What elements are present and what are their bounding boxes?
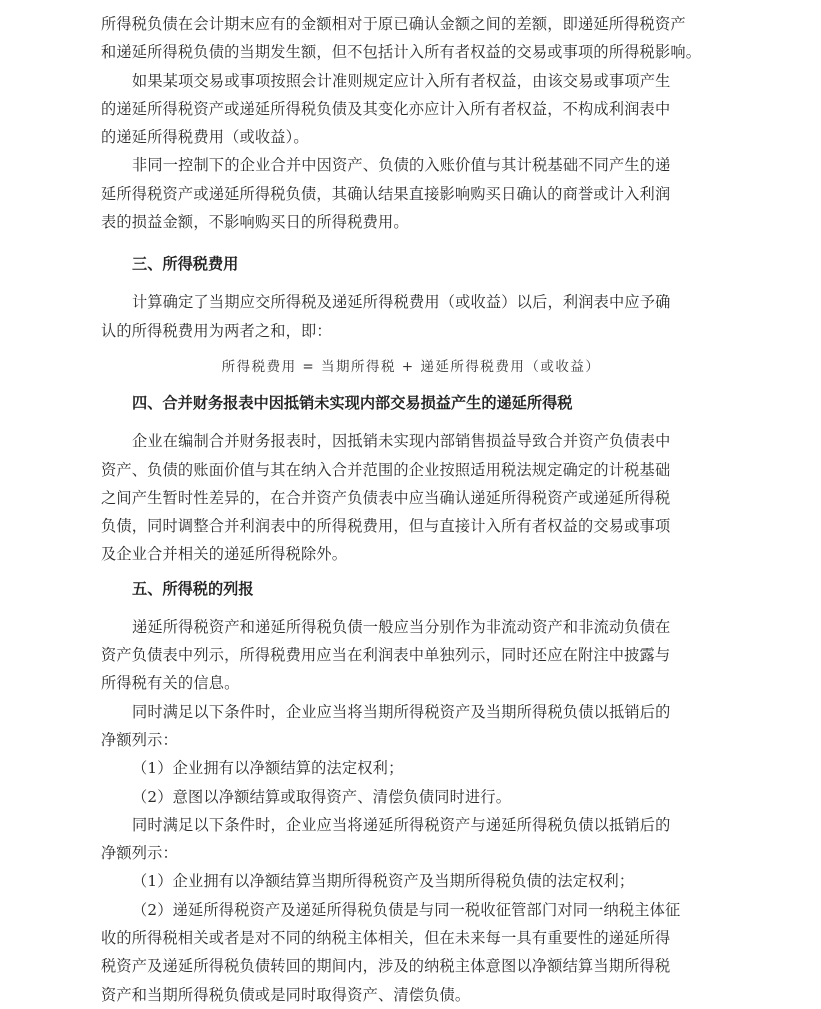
text-line: 的递延所得税费用（或收益）。 <box>101 128 309 147</box>
text-line: 同时满足以下条件时，企业应当将递延所得税资产与递延所得税负债以抵销后的 <box>132 815 671 834</box>
list-item: （2）意图以净额结算或取得资产、清偿负债同时进行。 <box>132 787 512 806</box>
list <box>101 867 711 1008</box>
text-line: 税资产及递延所得税负债转回的期间内，涉及的纳税主体意图以净额结算当期所得税 <box>101 957 671 976</box>
text-line: 的递延所得税资产或递延所得税负债及其变化亦应计入所有者权益，不构成利润表中 <box>101 99 671 118</box>
paragraph <box>101 288 711 345</box>
text-line: 表的损益金额，不影响购买日的所得税费用。 <box>101 213 409 232</box>
section-heading-4: 四、合并财务报表中因抵销未实现内部交易损益产生的递延所得税 <box>132 394 573 413</box>
text-line: 和递延所得税负债的当期发生额，但不包括计入所有者权益的交易或事项的所得税影响。 <box>101 43 702 62</box>
text-line: 计算确定了当期应交所得税及递延所得税费用（或收益）以后，利润表中应予确 <box>132 293 671 312</box>
paragraph <box>101 811 711 868</box>
paragraph <box>101 10 711 67</box>
text-line: 净额列示： <box>101 844 178 863</box>
paragraph <box>101 151 711 236</box>
list-item: （1）企业拥有以净额结算的法定权利； <box>132 759 404 778</box>
section-heading-3: 三、所得税费用 <box>132 255 239 274</box>
paragraph <box>101 67 711 152</box>
paragraph <box>101 613 711 698</box>
text-line: 之间产生暂时性差异的，在合并资产负债表中应当确认递延所得税资产或递延所得税 <box>101 488 671 507</box>
text-line: 资产、负债的账面价值与其在纳入合并范围的企业按照适用税法规定确定的计税基础 <box>101 460 671 479</box>
paragraph <box>101 698 711 755</box>
text-line: 负债，同时调整合并利润表中的所得税费用，但与直接计入所有者权益的交易或事项 <box>101 517 671 536</box>
text-line: 递延所得税资产和递延所得税负债一般应当分别作为非流动资产和非流动负债在 <box>132 617 671 636</box>
text-line: 所得税有关的信息。 <box>101 674 240 693</box>
list-item: （1）企业拥有以净额结算当期所得税资产及当期所得税负债的法定权利； <box>132 872 635 891</box>
text-line: 收的所得税相关或者是对不同的纳税主体相关，但在未来每一具有重要性的递延所得 <box>101 929 671 948</box>
paragraph <box>101 427 711 568</box>
text-line: 资产和当期所得税负债或是同时取得资产、清偿负债。 <box>101 985 471 1004</box>
text-line: 延所得税资产或递延所得税负债，其确认结果直接影响购买日确认的商誉或计入利润 <box>101 184 671 203</box>
text-line: 净额列示： <box>101 730 178 749</box>
text-line: 同时满足以下条件时，企业应当将当期所得税资产及当期所得税负债以抵销后的 <box>132 702 671 721</box>
text-line: 及企业合并相关的递延所得税除外。 <box>101 545 348 564</box>
text-line: 非同一控制下的企业合并中因资产、负债的入账价值与其计税基础不同产生的递 <box>132 156 671 175</box>
text-line: 所得税负债在会计期末应有的金额相对于原已确认金额之间的差额，即递延所得税资产 <box>101 15 686 33</box>
list-item: （2）递延所得税资产及递延所得税负债是与同一税收征管部门对同一纳税主体征 <box>132 900 681 919</box>
text-line: 企业在编制合并财务报表时，因抵销未实现内部销售损益导致合并资产负债表中 <box>132 432 671 451</box>
text-line: 如果某项交易或事项按照会计准则规定应计入所有者权益，由该交易或事项产生 <box>132 71 671 90</box>
formula: 所得税费用 = 当期所得税 + 递延所得税费用（或收益） <box>221 358 601 375</box>
text-line: 认的所得税费用为两者之和，即： <box>101 321 332 340</box>
section-heading-5: 五、所得税的列报 <box>132 579 254 598</box>
document-page <box>101 10 711 1009</box>
text-line: 资产负债表中列示，所得税费用应当在利润表中单独列示，同时还应在附注中披露与 <box>101 646 671 665</box>
list <box>101 754 711 811</box>
